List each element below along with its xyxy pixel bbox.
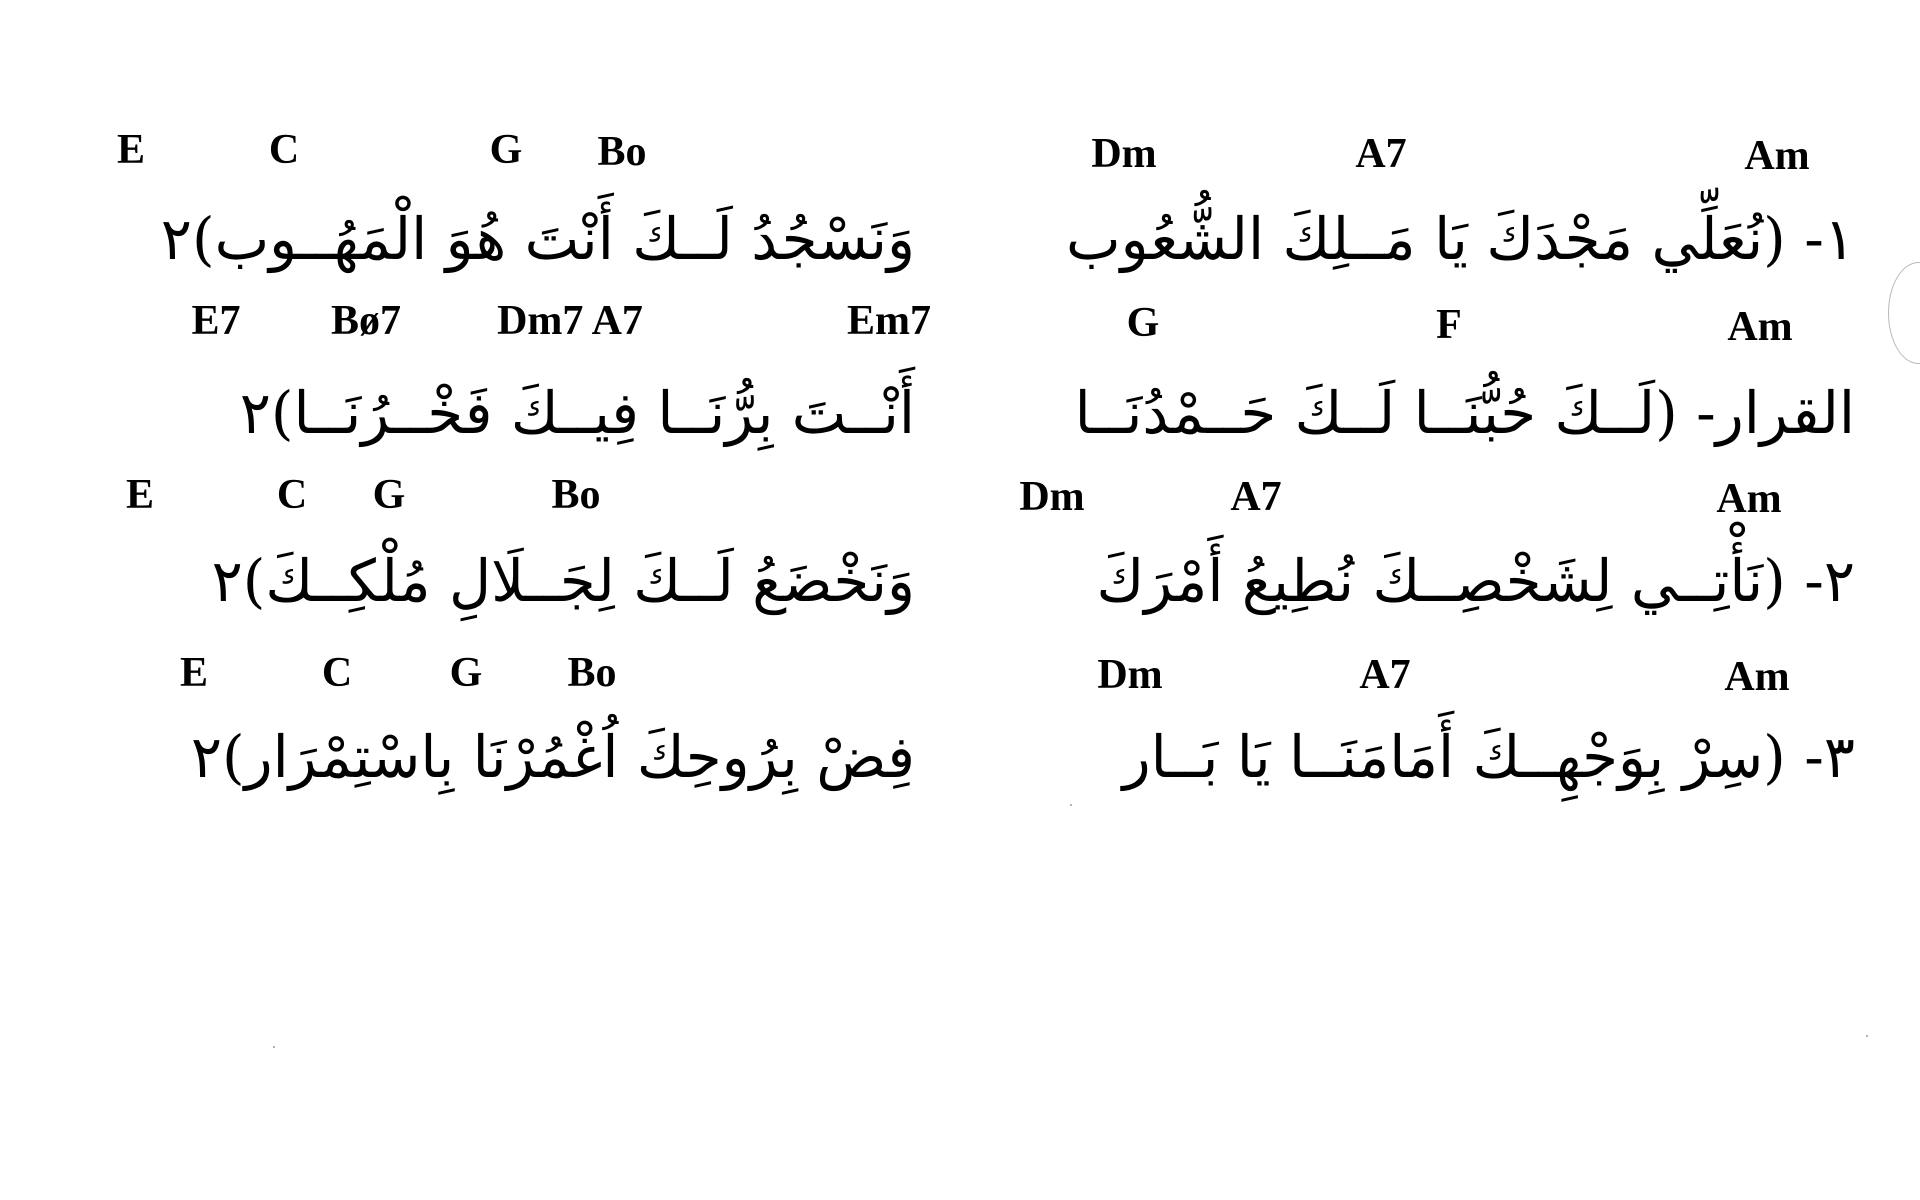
chord-label: A7 <box>1355 131 1407 177</box>
scan-edge-mark <box>1888 262 1920 364</box>
lyric-verse-1-second-half: وَنَسْجُدُ لَــكَ أَنْتَ هُوَ الْمَهُــوب)٢ <box>160 205 915 273</box>
lyric-verse-2-first-half: ٢- (نَأْتِــي لِشَخْصِــكَ نُطِيعُ أَمْرَكَ <box>1096 547 1855 615</box>
scan-speck <box>1070 804 1072 806</box>
scan-speck <box>1866 1035 1868 1037</box>
chord-label: E <box>179 650 209 696</box>
chord-label: Bo <box>567 650 617 696</box>
chord-label: Dm <box>1091 131 1157 177</box>
chord-label: Am <box>1724 654 1790 700</box>
chord-label: Am <box>1727 304 1793 350</box>
lyric-verse-3-first-half: ٣- (سِرْ بِوَجْهِــكَ أَمَامَنَــا يَا بَــار <box>1122 723 1855 791</box>
lyric-chorus-first-half: القرار- (لَــكَ حُبُّنَــا لَــكَ حَــمْدُنَــا <box>1074 379 1855 447</box>
chord-label: C <box>276 472 308 518</box>
chord-label: Am <box>1744 133 1810 179</box>
chord-label: Dm <box>1019 474 1085 520</box>
chord-label: E <box>125 472 155 518</box>
lyric-verse-3-second-half: فِضْ بِرُوحِكَ اُغْمُرْنَا بِاسْتِمْرَار)٢ <box>190 723 915 791</box>
chord-label: Dm <box>1097 652 1163 698</box>
chord-label: C <box>268 127 300 173</box>
chord-label: A7 <box>1359 652 1411 698</box>
chord-label: E7 <box>191 298 241 344</box>
chord-label: A7 <box>1230 474 1282 520</box>
chord-label: E <box>116 127 146 173</box>
chord-label: F <box>1436 302 1462 348</box>
chord-label: Bø7 <box>330 298 402 344</box>
chord-label: G <box>449 650 483 696</box>
chord-label: G <box>372 472 406 518</box>
lyric-verse-1-first-half: ١- (نُعَلِّي مَجْدَكَ يَا مَــلِكَ الشُّعُوب <box>1065 205 1855 273</box>
chord-label: Em7 <box>847 298 931 344</box>
chord-label: G <box>489 127 523 173</box>
chord-label: Bo <box>597 129 647 175</box>
lyric-verse-2-second-half: وَنَخْضَعُ لَــكَ لِجَــلَالِ مُلْكِــكَ)٢ <box>211 547 915 615</box>
chord-label: Am <box>1716 476 1782 522</box>
chord-label: Dm7 A7 <box>497 298 643 344</box>
chord-label: G <box>1126 300 1160 346</box>
chord-label: Bo <box>551 472 601 518</box>
scan-speck <box>273 1046 275 1048</box>
lyric-chorus-second-half: أَنْــتَ بِرُّنَــا فِيــكَ فَخْــرُنَــا)٢ <box>239 379 915 447</box>
chord-label: C <box>321 650 353 696</box>
